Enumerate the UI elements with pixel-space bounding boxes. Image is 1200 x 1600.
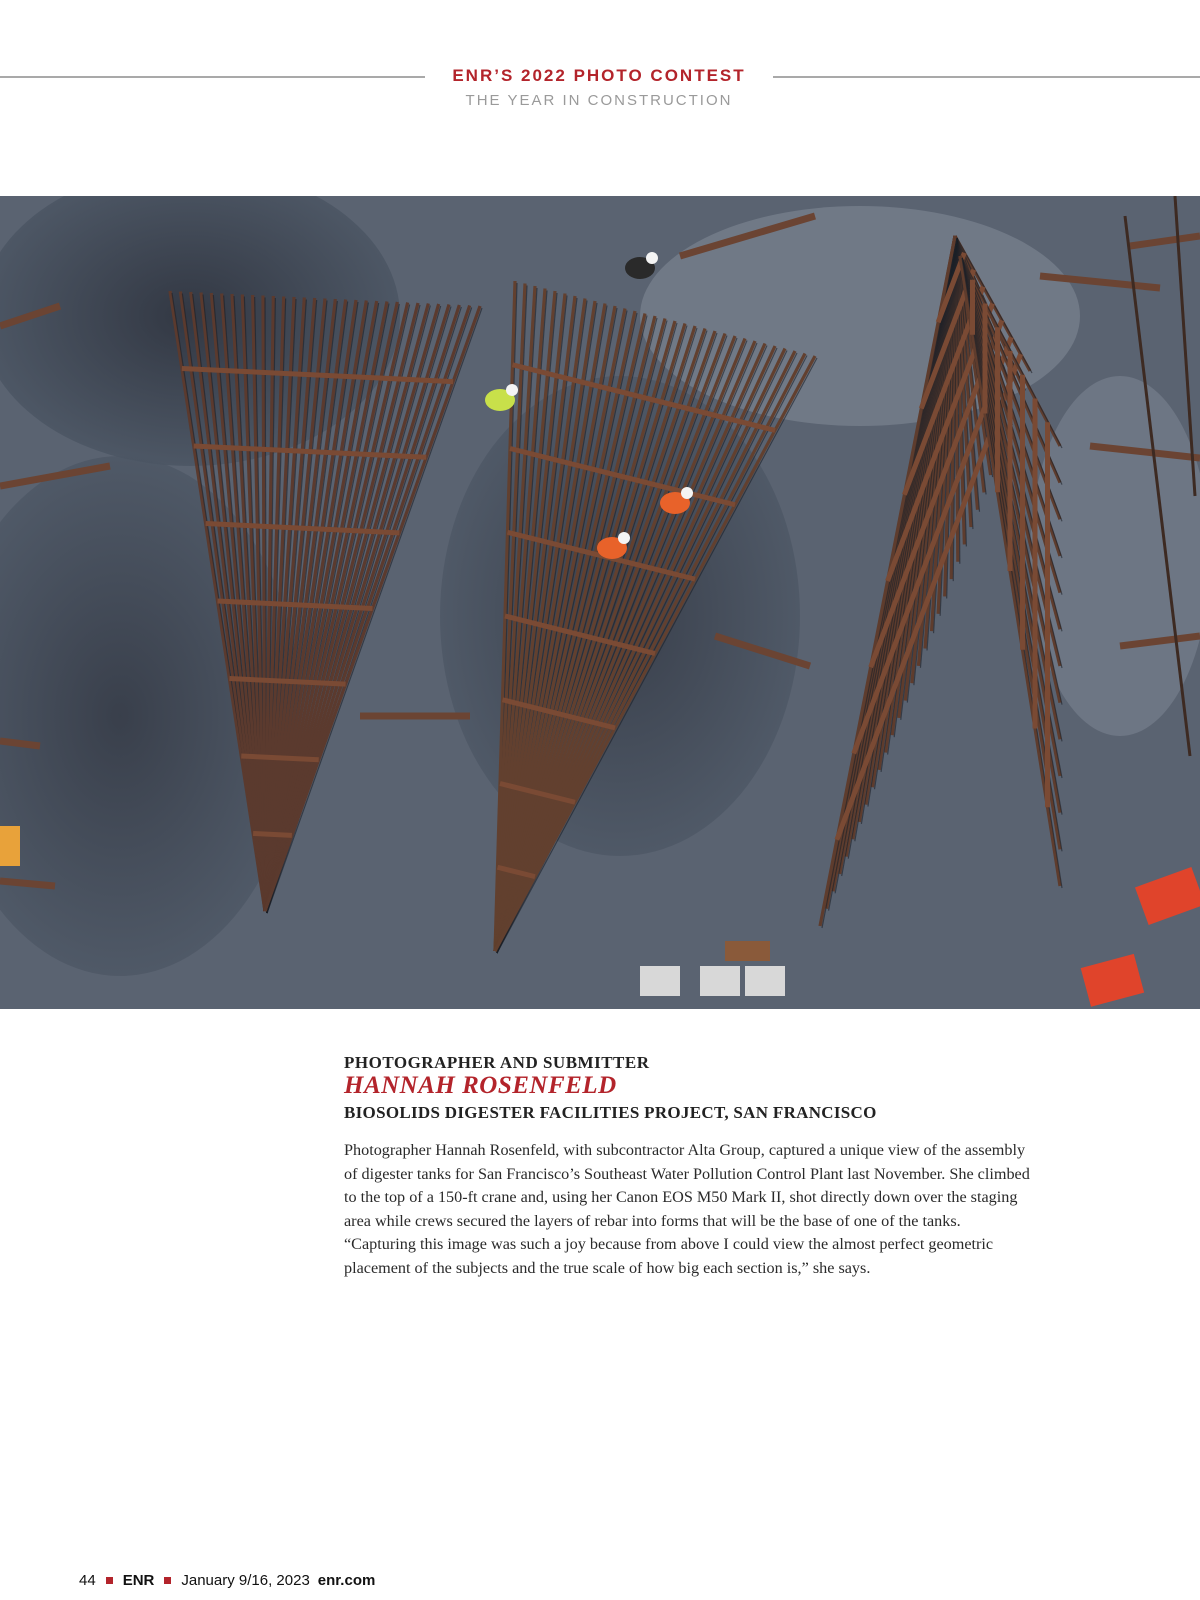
hard-hat-icon	[506, 384, 518, 396]
header-rule-left	[0, 76, 425, 78]
marker	[0, 826, 20, 866]
photographer-name: HANNAH ROSENFELD	[344, 1072, 617, 1099]
separator-square-icon	[164, 1577, 171, 1584]
contest-subtitle: THE YEAR IN CONSTRUCTION	[465, 92, 733, 109]
photo-caption	[344, 1053, 1034, 1280]
caption-body: Photographer Hannah Rosenfeld, with subcontractor Alta Group, captured a unique view of the assembly of digester tanks for San Francisco’s Southeast Water Pollution Control Plant last November. She climbed to the top of a 150-ft crane and, using her Canon EOS M50 Mark II, shot directly down over the staging area while crews secured the layers of rebar into forms that will be the base of one of the tanks. “Capturing this image was such a joy because from above I could view the almost perfect geometric placement of the subjects and the true scale of how big each section is,” she says.	[344, 1141, 1030, 1277]
crate	[725, 941, 770, 961]
rebar-aerial-illustration	[0, 196, 1200, 1009]
page-number: 44	[79, 1572, 96, 1589]
page-footer	[79, 1572, 375, 1589]
hard-hat-icon	[681, 487, 693, 499]
contest-title: ENR’S 2022 PHOTO CONTEST	[452, 66, 746, 85]
caption-kicker: PHOTOGRAPHER AND SUBMITTER	[344, 1053, 650, 1072]
bucket	[640, 966, 680, 996]
issue-date: January 9/16, 2023	[181, 1572, 310, 1589]
separator-square-icon	[106, 1577, 113, 1584]
hard-hat-icon	[618, 532, 630, 544]
feature-photo	[0, 196, 1200, 1009]
timber-plank	[0, 881, 55, 886]
project-title: BIOSOLIDS DIGESTER FACILITIES PROJECT, SAN FRANCISCO	[344, 1103, 877, 1122]
hard-hat-icon	[646, 252, 658, 264]
bucket	[745, 966, 785, 996]
header-rule-right	[773, 76, 1200, 78]
timber-plank	[0, 741, 40, 746]
bucket	[700, 966, 740, 996]
magazine-name: ENR	[122, 1572, 155, 1589]
rebar-tie	[253, 834, 292, 836]
website-link[interactable]: enr.com	[317, 1572, 376, 1589]
